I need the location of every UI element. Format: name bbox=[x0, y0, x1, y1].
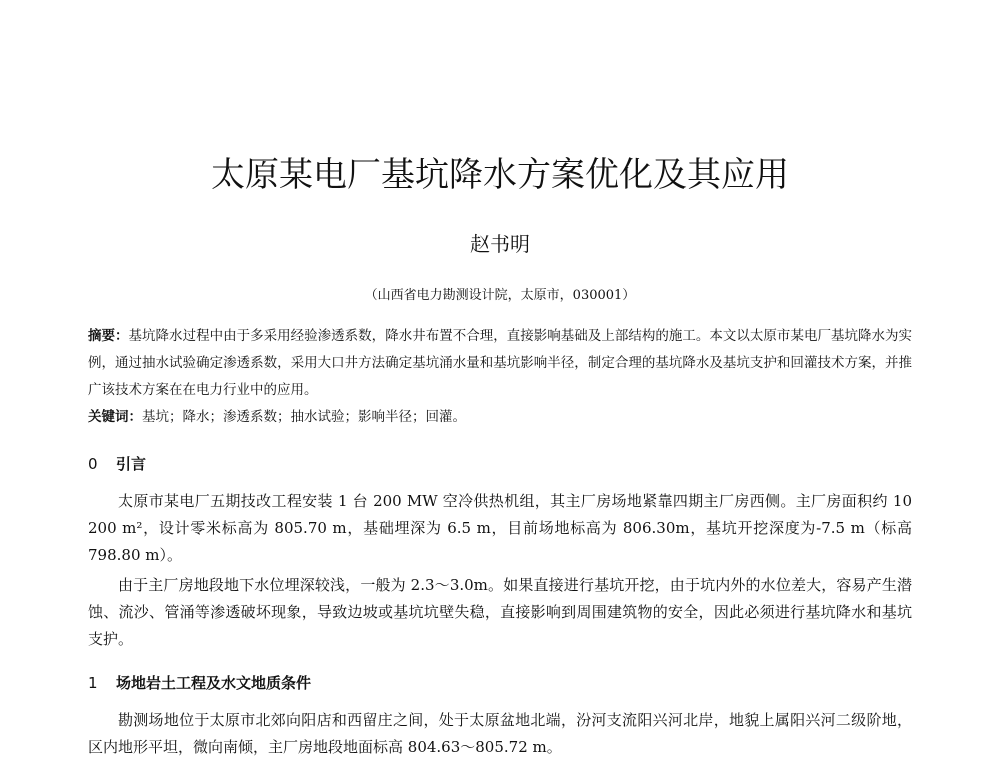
section-title: 引言 bbox=[116, 455, 147, 473]
body-paragraph: 太原市某电厂五期技改工程安装 1 台 200 MW 空冷供热机组，其主厂房场地紧靠四期主厂房西侧。主厂房面积约 10 200 m²，设计零米标高为 805.70 m，基础埋深为 6.5 m，目前场地标高为 806.30m，基坑开挖深度为-7.5 m（标高 798.80 m）。 bbox=[88, 492, 912, 564]
section-number: 1 bbox=[88, 674, 98, 692]
keywords-label: 关键词： bbox=[88, 409, 142, 425]
section-heading-introduction bbox=[88, 452, 146, 476]
section-number: 0 bbox=[88, 455, 98, 473]
abstract bbox=[88, 323, 912, 404]
body-paragraph: 由于主厂房地段地下水位埋深较浅，一般为 2.3～3.0m。如果直接进行基坑开挖，由于坑内外的水位差大，容易产生潜蚀、流沙、管涌等渗透破坏现象，导致边坡或基坑坑壁失稳，直接影响到周围建筑物的安全，因此必须进行基坑降水和基坑支护。 bbox=[88, 576, 912, 648]
body-paragraph: 勘测场地位于太原市北郊向阳店和西留庄之间，处于太原盆地北端，汾河支流阳兴河北岸，地貌上属阳兴河二级阶地，区内地形平坦，微向南倾，主厂房地段地面标高 804.63～805.72 m。 bbox=[88, 711, 912, 756]
author-affiliation: （山西省电力勘测设计院，太原市，030001） bbox=[364, 288, 636, 303]
keywords bbox=[88, 404, 912, 431]
paper-title: 太原某电厂基坑降水方案优化及其应用 bbox=[211, 155, 789, 195]
section-title: 场地岩土工程及水文地质条件 bbox=[116, 674, 312, 692]
abstract-label: 摘要： bbox=[88, 328, 129, 344]
keywords-text: 基坑；降水；渗透系数；抽水试验；影响半径；回灌。 bbox=[142, 409, 466, 425]
section-heading-site-conditions bbox=[88, 671, 311, 695]
abstract-text: 基坑降水过程中由于多采用经验渗透系数，降水井布置不合理，直接影响基础及上部结构的施工。本文以太原市某电厂基坑降水为实例，通过抽水试验确定渗透系数，采用大口井方法确定基坑涌水量和基坑影响半径，制定合理的基坑降水及基坑支护和回灌技术方案，并推广该技术方案在在电力行业中的应用。 bbox=[88, 328, 913, 398]
paper-author: 赵书明 bbox=[470, 232, 530, 256]
